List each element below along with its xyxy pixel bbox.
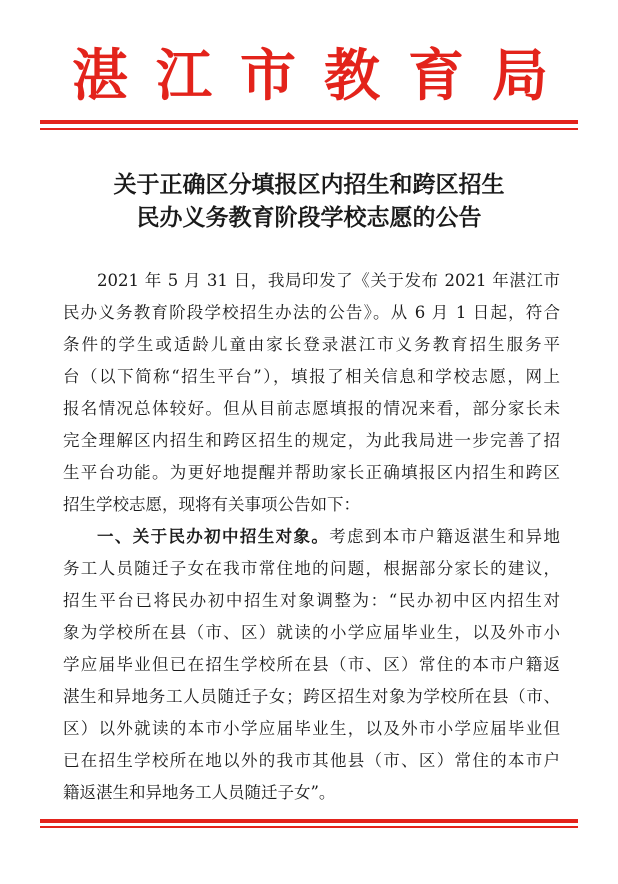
org-name-char: 市 [240,43,296,109]
header-red-rule-thin [40,128,578,130]
footer-red-rule-thick [40,819,578,823]
body-line: 台（以下简称“招生平台”），填报了相关信息和学校志愿，网上 [63,367,560,386]
org-name-char: 江 [156,43,212,109]
org-name-char: 育 [408,43,464,109]
body-line-text: 考虑到本市户籍返湛生和异地 [329,527,560,546]
body-line: 招生平台已将民办初中招生对象调整为：“民办初中区内招生对 [63,591,560,610]
document-title [40,168,578,234]
title-line: 民办义务教育阶段学校志愿的公告 [136,204,482,231]
org-name-char: 局 [492,43,548,109]
body-line: 务工人员随迁子女在我市常住地的问题，根据部分家长的建议， [63,559,560,578]
body-line: 籍返湛生和异地务工人员随迁子女”。 [63,783,336,802]
body-line: 报名情况总体较好。但从目前志愿填报的情况来看，部分家长未 [63,399,560,418]
header-red-rule-thick [40,120,578,124]
paragraph-intro [63,265,560,521]
body-line: 2021 年 5 月 31 日，我局印发了《关于发布 2021 年湛江市 [97,271,560,290]
body-line: 象为学校所在县（市、区）就读的小学应届毕业生，以及外市小 [63,623,560,642]
issuing-organization-header [70,40,550,112]
paragraph-section-1 [63,521,560,809]
body-line: 完全理解区内招生和跨区招生的规定，为此我局进一步完善了招 [63,431,560,450]
org-name-char: 教 [324,43,380,109]
body-line: 学应届毕业但已在招生学校所在县（市、区）常住的本市户籍返 [63,655,560,674]
body-line: 招生学校志愿，现将有关事项公告如下： [63,495,360,514]
footer-red-rule-thin [40,826,578,828]
body-line: 条件的学生或适龄儿童由家长登录湛江市义务教育招生服务平 [63,335,560,354]
body-line [63,521,560,553]
title-line: 关于正确区分填报区内招生和跨区招生 [113,171,505,198]
body-line: 生平台功能。为更好地提醒并帮助家长正确填报区内招生和跨区 [63,463,560,482]
body-line: 湛生和异地务工人员随迁子女；跨区招生对象为学校所在县（市、 [63,687,560,706]
body-line: 已在招生学校所在地以外的我市其他县（市、区）常住的本市户 [63,751,560,770]
body-line: 区）以外就读的本市小学应届毕业生，以及外市小学应届毕业但 [63,719,560,738]
section-heading: 一、关于民办初中招生对象。 [97,527,330,546]
org-name-char: 湛 [72,43,128,109]
body-line: 民办义务教育阶段学校招生办法的公告》。从 6 月 1 日起，符合 [63,303,560,322]
document-body [63,265,560,809]
